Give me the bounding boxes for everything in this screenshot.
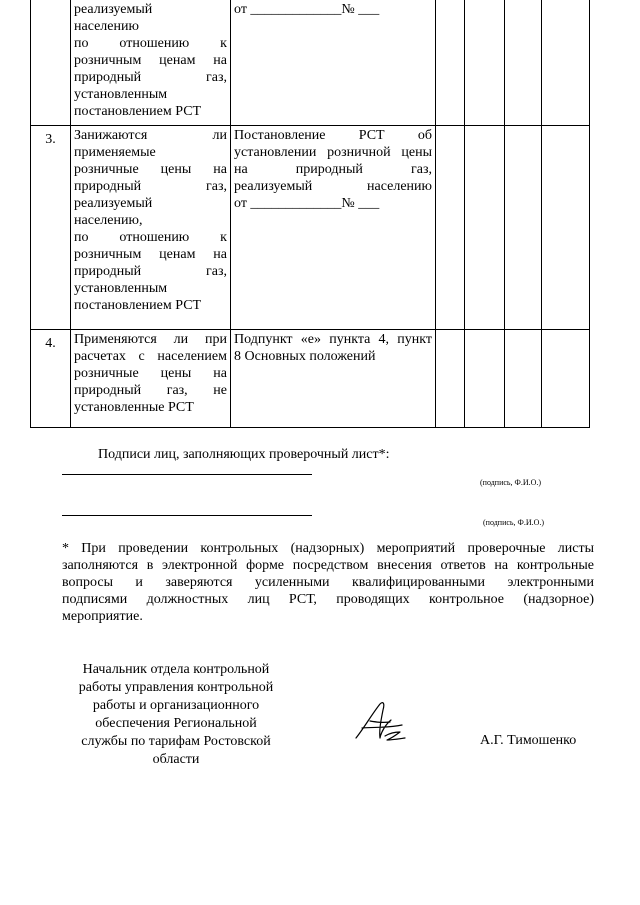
row-number: 3. <box>31 126 71 330</box>
legal-basis-cell <box>231 330 436 428</box>
answer-cell[interactable] <box>436 330 465 428</box>
position-line: обеспечения Региональной <box>95 716 257 731</box>
official-position <box>60 661 292 769</box>
question-cell <box>71 126 231 330</box>
legal-basis-cell <box>231 126 436 330</box>
legal-basis-cell-line: на природный газ, <box>234 162 432 177</box>
question-cell-line: природный газ, не <box>74 383 227 398</box>
table-row <box>31 330 590 428</box>
question-cell-line: постановлением РСТ <box>74 298 202 313</box>
question-cell-line: розничные цены на <box>74 366 227 381</box>
question-cell-line: по отношению к <box>74 230 227 245</box>
question-cell-line: населению <box>74 19 139 34</box>
footnote-line: мероприятие. <box>62 609 143 624</box>
signature-line-2 <box>62 515 312 516</box>
question-cell-line: по отношению к <box>74 36 227 51</box>
question-cell-line: розничным ценам на <box>74 53 227 68</box>
question-cell-line: реализуемый <box>74 2 153 17</box>
position-line: службы по тарифам Ростовской <box>81 734 271 749</box>
official-name: А.Г. Тимошенко <box>480 733 577 748</box>
answer-cell[interactable] <box>505 330 542 428</box>
answer-cell[interactable] <box>542 0 590 126</box>
question-cell-line: реализуемый <box>74 196 153 211</box>
question-cell-line: применяемые <box>74 145 156 160</box>
checklist-table <box>30 0 590 428</box>
signature-line-1 <box>62 474 312 475</box>
answer-cell[interactable] <box>465 0 505 126</box>
question-cell-line: установленным <box>74 87 168 102</box>
footnote-line: вопросы и заверяются усиленными квалифицированными электронными <box>62 575 594 590</box>
legal-basis-cell-line: Подпункт «е» пункта 4, пункт <box>234 332 432 347</box>
table-row <box>31 126 590 330</box>
legal-basis-cell-line: от _____________№ ___ <box>234 2 380 17</box>
position-line: работы и организационного <box>92 698 260 713</box>
question-cell-line: розничные цены на <box>74 162 227 177</box>
question-cell-line: природный газ, <box>74 70 227 85</box>
question-cell-line: природный газ, <box>74 179 227 194</box>
signature-caption-1: (подпись, Ф.И.О.) <box>480 478 542 487</box>
answer-cell[interactable] <box>505 126 542 330</box>
legal-basis-cell-line: реализуемый населению <box>234 179 432 194</box>
legal-basis-cell-line: от _____________№ ___ <box>234 196 380 211</box>
position-line: области <box>152 752 200 767</box>
answer-cell[interactable] <box>436 126 465 330</box>
question-cell-line: населению, <box>74 213 143 228</box>
row-number <box>31 0 71 126</box>
question-cell-line: природный газ, <box>74 264 227 279</box>
footnote-line: * При проведении контрольных (надзорных) мероприятий проверочные листы <box>62 541 594 556</box>
position-line: Начальник отдела контрольной <box>82 662 270 677</box>
question-cell-line: постановлением РСТ <box>74 104 202 119</box>
answer-cell[interactable] <box>505 0 542 126</box>
answer-cell[interactable] <box>542 126 590 330</box>
question-cell-line: расчетах с населением <box>74 349 227 364</box>
answer-cell[interactable] <box>465 126 505 330</box>
answer-cell[interactable] <box>542 330 590 428</box>
question-cell-line: установленные РСТ <box>74 400 194 415</box>
legal-basis-cell <box>231 0 436 126</box>
handwritten-signature <box>352 698 410 746</box>
question-cell <box>71 0 231 126</box>
question-cell-line: установленным <box>74 281 168 296</box>
signatures-heading: Подписи лиц, заполняющих проверочный лист*: <box>98 447 390 462</box>
footnote-line: подписями должностных лиц РСТ, проводящих контрольное (надзорное) <box>62 592 594 607</box>
signature-caption-2: (подпись, Ф.И.О.) <box>483 518 545 527</box>
answer-cell[interactable] <box>436 0 465 126</box>
legal-basis-cell-line: 8 Основных положений <box>234 349 376 364</box>
question-cell-line: розничным ценам на <box>74 247 227 262</box>
row-number: 4. <box>31 330 71 428</box>
question-cell-line: Занижаются ли <box>74 128 227 143</box>
table-row <box>31 0 590 126</box>
footnote-line: заполняются в электронной форме посредством внесения ответов на контрольные <box>62 558 594 573</box>
checklist-table-body <box>31 0 590 428</box>
answer-cell[interactable] <box>465 330 505 428</box>
position-line: работы управления контрольной <box>78 680 274 695</box>
legal-basis-cell-line: Постановление РСТ об <box>234 128 432 143</box>
legal-basis-cell-line: установлении розничной цены <box>234 145 432 160</box>
question-cell <box>71 330 231 428</box>
question-cell-line: Применяются ли при <box>74 332 227 347</box>
footnote <box>62 540 594 625</box>
